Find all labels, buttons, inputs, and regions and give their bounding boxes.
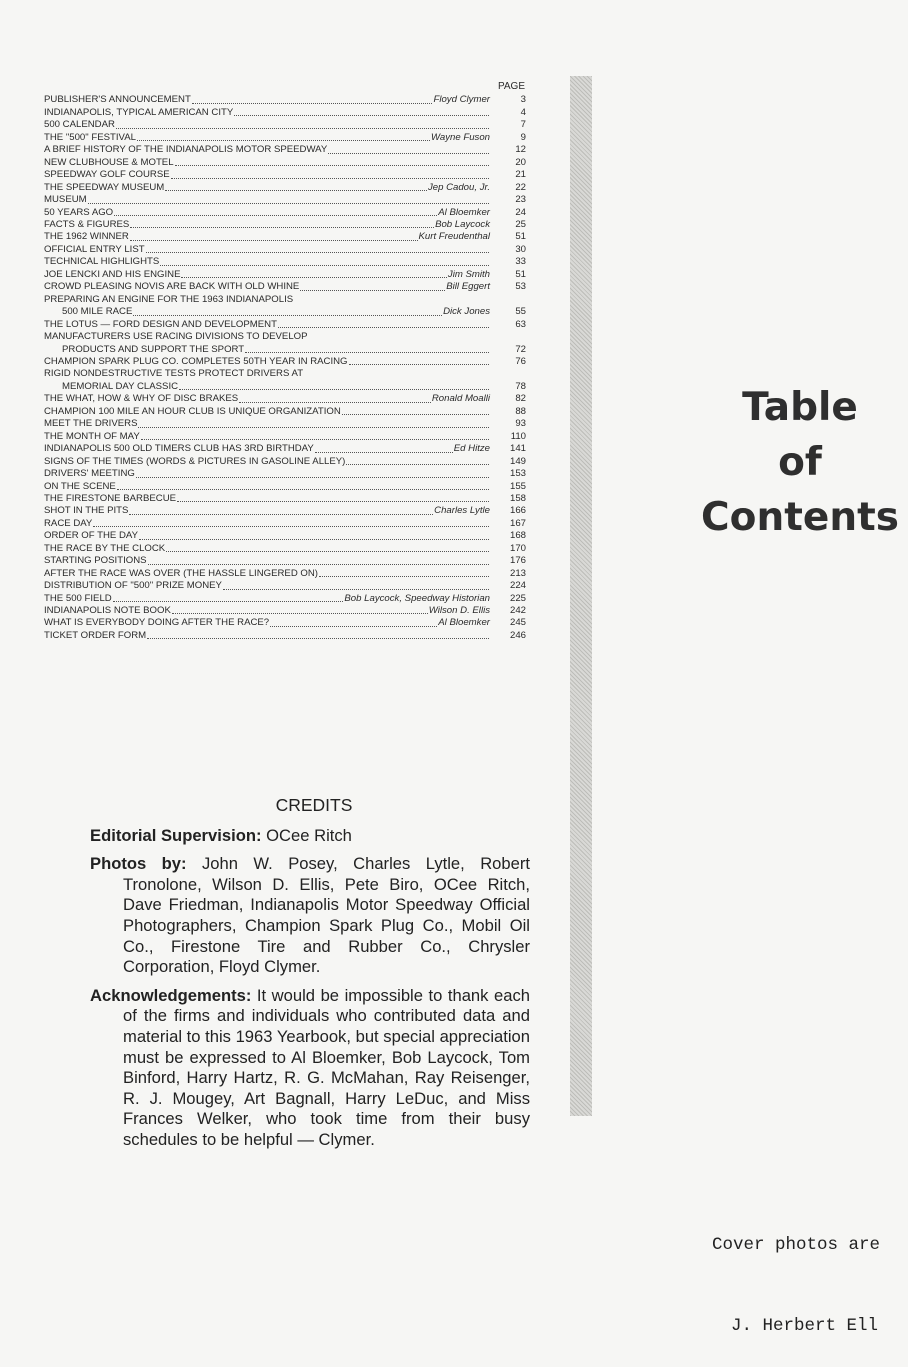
toc-leader-dots bbox=[192, 103, 433, 104]
toc-leader-dots bbox=[328, 153, 489, 154]
toc-entry-title: RIGID NONDESTRUCTIVE TESTS PROTECT DRIVERS AT bbox=[44, 368, 304, 380]
toc-entry bbox=[44, 431, 526, 443]
toc-leader-dots bbox=[114, 215, 437, 216]
toc-entry bbox=[44, 493, 526, 505]
toc-entry bbox=[44, 194, 526, 206]
toc-list bbox=[44, 94, 526, 642]
toc-leader-dots bbox=[137, 140, 430, 141]
toc-entry-page: 76 bbox=[515, 355, 526, 367]
toc-entry-title: THE SPEEDWAY MUSEUM bbox=[44, 181, 165, 193]
toc-entry bbox=[44, 518, 526, 530]
table-of-contents bbox=[44, 81, 526, 642]
toc-leader-dots bbox=[146, 252, 489, 253]
credits-title: CREDITS bbox=[275, 795, 353, 815]
toc-entry-page: 158 bbox=[509, 492, 526, 504]
toc-entry-author: Dick Jones bbox=[443, 306, 490, 318]
toc-leader-dots bbox=[147, 638, 489, 639]
toc-entry-author: Kurt Freudenthal bbox=[418, 231, 490, 243]
toc-entry-page: 22 bbox=[515, 181, 526, 193]
toc-entry-title: DISTRIBUTION OF "500" PRIZE MONEY bbox=[44, 580, 222, 592]
toc-entry bbox=[44, 94, 526, 106]
toc-entry-title: STARTING POSITIONS bbox=[44, 555, 147, 567]
toc-entry bbox=[44, 630, 526, 642]
toc-leader-dots bbox=[138, 427, 489, 428]
toc-entry-title: PRODUCTS AND SUPPORT THE SPORT bbox=[62, 343, 245, 355]
toc-leader-dots bbox=[93, 526, 489, 527]
toc-entry-page: 141 bbox=[509, 443, 526, 455]
toc-entry-page: 24 bbox=[515, 206, 526, 218]
toc-entry bbox=[44, 580, 526, 592]
toc-entry-title: THE RACE BY THE CLOCK bbox=[44, 542, 166, 554]
toc-entry-title: SIGNS OF THE TIMES (WORDS & PICTURES IN GASOLINE ALLEY) bbox=[44, 455, 346, 467]
toc-leader-dots bbox=[278, 327, 489, 328]
toc-entry-title: TICKET ORDER FORM bbox=[44, 629, 147, 641]
toc-entry-title: MEMORIAL DAY CLASSIC bbox=[62, 380, 179, 392]
toc-entry-page: 82 bbox=[515, 393, 526, 405]
toc-entry-title: MEET THE DRIVERS bbox=[44, 418, 138, 430]
toc-entry-title: THE WHAT, HOW & WHY OF DISC BRAKES bbox=[44, 393, 239, 405]
toc-entry-page: 88 bbox=[515, 405, 526, 417]
toc-entry bbox=[44, 543, 526, 555]
toc-entry-author: Ronald Moalli bbox=[431, 393, 490, 405]
toc-entry-title: 500 CALENDAR bbox=[44, 119, 115, 131]
toc-entry-title: MANUFACTURERS USE RACING DIVISIONS TO DEVELOP bbox=[44, 331, 308, 343]
toc-entry-page: 30 bbox=[515, 243, 526, 255]
toc-entry bbox=[44, 468, 526, 480]
toc-entry bbox=[44, 381, 526, 393]
toc-entry-author: Bob Laycock bbox=[435, 218, 490, 230]
toc-entry bbox=[44, 406, 526, 418]
toc-entry-title: INDIANAPOLIS, TYPICAL AMERICAN CITY bbox=[44, 106, 234, 118]
toc-entry bbox=[44, 107, 526, 119]
toc-leader-dots bbox=[165, 190, 427, 191]
toc-entry-page: 166 bbox=[509, 505, 526, 517]
toc-leader-dots bbox=[172, 613, 428, 614]
toc-leader-dots bbox=[300, 290, 445, 291]
toc-entry-page: 149 bbox=[509, 455, 526, 467]
credit-acknowledgements bbox=[90, 986, 530, 1151]
credit-text: OCee Ritch bbox=[266, 825, 352, 845]
toc-entry-author: Ed Hitze bbox=[453, 443, 490, 455]
toc-entry bbox=[44, 617, 526, 629]
toc-entry-page: 224 bbox=[509, 580, 526, 592]
toc-entry-page: 155 bbox=[509, 480, 526, 492]
toc-entry-page: 93 bbox=[515, 418, 526, 430]
toc-leader-dots bbox=[179, 389, 489, 390]
toc-entry bbox=[44, 443, 526, 455]
toc-leader-dots bbox=[166, 551, 489, 552]
toc-entry bbox=[44, 119, 526, 131]
title-line-of: of bbox=[778, 440, 822, 485]
title-line-table: Table bbox=[742, 385, 858, 430]
toc-entry-title: ORDER OF THE DAY bbox=[44, 530, 138, 542]
toc-entry-title: THE "500" FESTIVAL bbox=[44, 131, 136, 143]
toc-leader-dots bbox=[177, 501, 489, 502]
toc-entry-author: Jep Cadou, Jr. bbox=[427, 181, 490, 193]
toc-entry-title: A BRIEF HISTORY OF THE INDIANAPOLIS MOTOR SPEEDWAY bbox=[44, 144, 328, 156]
toc-entry-author: Jim Smith bbox=[447, 268, 490, 280]
credit-label: Photos by: bbox=[90, 854, 187, 874]
toc-entry-title: RACE DAY bbox=[44, 517, 93, 529]
credit-label: Editorial Supervision: bbox=[90, 825, 262, 845]
toc-entry bbox=[44, 169, 526, 181]
toc-entry bbox=[44, 555, 526, 567]
toc-entry-author: Charles Lytle bbox=[434, 505, 490, 517]
toc-entry-title: 500 MILE RACE bbox=[62, 306, 133, 318]
toc-entry-page: 176 bbox=[509, 555, 526, 567]
credit-label: Acknowledgements: bbox=[90, 985, 252, 1005]
toc-leader-dots bbox=[342, 414, 489, 415]
toc-entry-author: Al Bloemker bbox=[438, 206, 490, 218]
toc-entry bbox=[44, 418, 526, 430]
toc-leader-dots bbox=[223, 589, 489, 590]
toc-entry-page: 20 bbox=[515, 156, 526, 168]
toc-entry-title: DRIVERS' MEETING bbox=[44, 468, 135, 480]
toc-entry-title: SHOT IN THE PITS bbox=[44, 505, 129, 517]
toc-entry-title: INDIANAPOLIS NOTE BOOK bbox=[44, 605, 171, 617]
toc-entry bbox=[44, 306, 526, 318]
toc-entry-title: THE MONTH OF MAY bbox=[44, 430, 140, 442]
toc-leader-dots bbox=[181, 277, 446, 278]
toc-entry bbox=[44, 568, 526, 580]
toc-entry bbox=[44, 605, 526, 617]
toc-entry-title: 50 YEARS AGO bbox=[44, 206, 114, 218]
credits-section bbox=[90, 795, 530, 1159]
toc-entry bbox=[44, 356, 526, 368]
toc-leader-dots bbox=[234, 115, 489, 116]
toc-entry bbox=[44, 256, 526, 268]
toc-entry-title: PREPARING AN ENGINE FOR THE 1963 INDIANAPOLIS bbox=[44, 293, 294, 305]
toc-leader-dots bbox=[239, 402, 431, 403]
toc-leader-dots bbox=[117, 489, 489, 490]
credit-text: It would be impossible to thank each of the firms and individuals who contributed data and material to this 1963 Yearbook, but special appreciation must be expressed to Al Bloemker, Bob Laycock, Tom Binford, Harry Hartz, R. G. McMahan, Ray Reisenger, R. J. Mougey, Art Bagnall, Harry LeDuc, and Miss Frances Welker, who took time from their busy schedules to be helpful — Clymer. bbox=[123, 985, 530, 1149]
toc-entry-page: 33 bbox=[515, 256, 526, 268]
toc-leader-dots bbox=[88, 203, 489, 204]
toc-leader-dots bbox=[171, 178, 489, 179]
cover-caption bbox=[712, 1178, 880, 1367]
toc-entry bbox=[44, 182, 526, 194]
toc-entry-page: 4 bbox=[520, 106, 526, 118]
toc-entry-page: 242 bbox=[509, 605, 526, 617]
toc-entry bbox=[44, 132, 526, 144]
toc-entry bbox=[44, 593, 526, 605]
toc-entry-title: CHAMPION 100 MILE AN HOUR CLUB IS UNIQUE ORGANIZATION bbox=[44, 405, 341, 417]
toc-leader-dots bbox=[133, 315, 442, 316]
toc-leader-dots bbox=[139, 539, 489, 540]
toc-entry bbox=[44, 368, 526, 380]
toc-entry-page: 51 bbox=[515, 231, 526, 243]
toc-entry-title: CROWD PLEASING NOVIS ARE BACK WITH OLD WHINE bbox=[44, 281, 300, 293]
toc-leader-dots bbox=[116, 128, 489, 129]
toc-entry bbox=[44, 281, 526, 293]
toc-entry-title: JOE LENCKI AND HIS ENGINE bbox=[44, 268, 181, 280]
toc-entry-page: 23 bbox=[515, 194, 526, 206]
toc-entry-author: Wilson D. Ellis bbox=[428, 605, 490, 617]
toc-leader-dots bbox=[130, 240, 418, 241]
toc-entry bbox=[44, 207, 526, 219]
toc-entry-page: 213 bbox=[509, 567, 526, 579]
toc-entry bbox=[44, 319, 526, 331]
toc-entry-page: 3 bbox=[520, 94, 526, 106]
toc-entry-page: 51 bbox=[515, 268, 526, 280]
title-line-contents: Contents bbox=[701, 495, 899, 540]
toc-leader-dots bbox=[141, 439, 489, 440]
toc-entry-title: OFFICIAL ENTRY LIST bbox=[44, 243, 145, 255]
toc-leader-dots bbox=[130, 227, 434, 228]
toc-entry-page: 153 bbox=[509, 468, 526, 480]
toc-entry-title: NEW CLUBHOUSE & MOTEL bbox=[44, 156, 174, 168]
toc-entry-title: MUSEUM bbox=[44, 194, 87, 206]
toc-entry-author: Bill Eggert bbox=[446, 281, 490, 293]
credit-text: John W. Posey, Charles Lytle, Robert Tronolone, Wilson D. Ellis, Pete Biro, OCee Ritch, Dave Friedman, Indianapolis Motor Speedway Official Photographers, Champion Spark Plug Co., Mobil Oil Co., Firestone Tire and Rubber Co., Chrysler Corporation, Floyd Clymer. bbox=[123, 854, 531, 977]
cover-caption-line-1: Cover photos are bbox=[712, 1235, 881, 1255]
toc-leader-dots bbox=[113, 601, 344, 602]
toc-entry-title: THE 1962 WINNER bbox=[44, 231, 129, 243]
toc-entry bbox=[44, 393, 526, 405]
toc-entry bbox=[44, 244, 526, 256]
toc-entry bbox=[44, 294, 526, 306]
toc-entry-page: 55 bbox=[515, 306, 526, 318]
toc-entry-author: Wayne Fuson bbox=[430, 131, 490, 143]
toc-leader-dots bbox=[245, 352, 489, 353]
toc-entry-author: Floyd Clymer bbox=[433, 94, 490, 106]
toc-entry-page: 72 bbox=[515, 343, 526, 355]
toc-entry-title: SPEEDWAY GOLF COURSE bbox=[44, 169, 170, 181]
toc-entry-title: WHAT IS EVERYBODY DOING AFTER THE RACE? bbox=[44, 617, 270, 629]
toc-leader-dots bbox=[346, 464, 489, 465]
toc-entry bbox=[44, 331, 526, 343]
toc-entry bbox=[44, 157, 526, 169]
toc-entry-page: 168 bbox=[509, 530, 526, 542]
toc-leader-dots bbox=[136, 477, 489, 478]
toc-leader-dots bbox=[175, 165, 489, 166]
toc-entry bbox=[44, 530, 526, 542]
toc-entry-author: Al Bloemker bbox=[438, 617, 490, 629]
toc-leader-dots bbox=[129, 514, 433, 515]
toc-entry-title: AFTER THE RACE WAS OVER (THE HASSLE LINGERED ON) bbox=[44, 567, 318, 579]
toc-entry bbox=[44, 344, 526, 356]
toc-entry-title: ON THE SCENE bbox=[44, 480, 116, 492]
toc-entry-title: TECHNICAL HIGHLIGHTS bbox=[44, 256, 160, 268]
toc-entry-title: FACTS & FIGURES bbox=[44, 218, 130, 230]
credit-photos bbox=[90, 854, 530, 978]
toc-entry-page: 21 bbox=[515, 169, 526, 181]
toc-entry bbox=[44, 505, 526, 517]
toc-entry-page: 245 bbox=[509, 617, 526, 629]
toc-entry-page: 7 bbox=[520, 119, 526, 131]
credit-editorial bbox=[90, 826, 530, 847]
toc-leader-dots bbox=[270, 626, 437, 627]
toc-entry-page: 78 bbox=[515, 380, 526, 392]
toc-entry-page: 53 bbox=[515, 281, 526, 293]
toc-leader-dots bbox=[160, 265, 489, 266]
toc-entry bbox=[44, 144, 526, 156]
toc-entry-page: 9 bbox=[520, 131, 526, 143]
toc-entry-page: 167 bbox=[509, 517, 526, 529]
toc-entry bbox=[44, 269, 526, 281]
cover-caption-line-2: J. Herbert Ell bbox=[731, 1316, 879, 1336]
toc-entry-page: 25 bbox=[515, 218, 526, 230]
toc-entry-page: 63 bbox=[515, 318, 526, 330]
toc-entry bbox=[44, 219, 526, 231]
toc-entry-title: INDIANAPOLIS 500 OLD TIMERS CLUB HAS 3RD BIRTHDAY bbox=[44, 443, 314, 455]
page-title bbox=[700, 380, 900, 545]
toc-leader-dots bbox=[319, 576, 489, 577]
toc-entry bbox=[44, 231, 526, 243]
toc-entry-page: 12 bbox=[515, 144, 526, 156]
toc-entry-page: 110 bbox=[510, 430, 526, 442]
toc-entry-author: Bob Laycock, Speedway Historian bbox=[344, 592, 490, 604]
toc-entry-title: THE FIRESTONE BARBECUE bbox=[44, 492, 177, 504]
toc-leader-dots bbox=[349, 364, 489, 365]
toc-entry-page: 246 bbox=[509, 629, 526, 641]
page-column-header: PAGE bbox=[497, 81, 525, 92]
toc-entry-page: 225 bbox=[509, 592, 526, 604]
toc-entry-title: PUBLISHER'S ANNOUNCEMENT bbox=[44, 94, 191, 106]
decorative-stripe bbox=[570, 76, 592, 1116]
toc-entry-title: THE LOTUS — FORD DESIGN AND DEVELOPMENT bbox=[44, 318, 277, 330]
toc-entry bbox=[44, 481, 526, 493]
toc-entry-title: THE 500 FIELD bbox=[44, 592, 112, 604]
toc-leader-dots bbox=[148, 564, 489, 565]
toc-leader-dots bbox=[315, 452, 453, 453]
toc-entry-title: CHAMPION SPARK PLUG CO. COMPLETES 50TH YEAR IN RACING bbox=[44, 355, 348, 367]
toc-entry bbox=[44, 456, 526, 468]
toc-entry-page: 170 bbox=[509, 542, 526, 554]
